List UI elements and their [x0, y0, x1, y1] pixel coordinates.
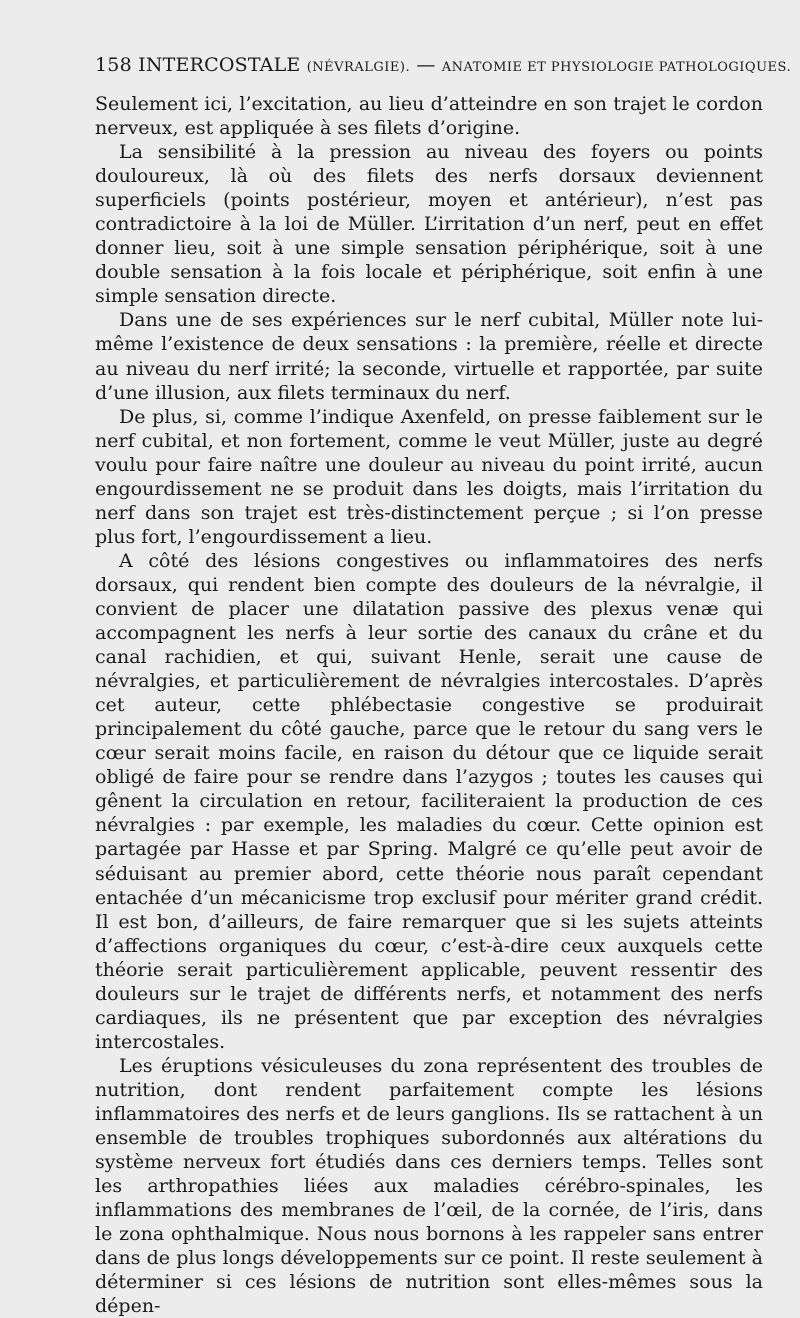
page-number: 158 [95, 54, 132, 76]
paragraph: Dans une de ses expériences sur le nerf cubital, Müller note lui-même l’existence de deux sensations : la première, réelle et directe au niveau du nerf irrité; la seconde, virtuelle et rapportée, par suite d’une illusion, aux filets terminaux du nerf. [95, 309, 763, 404]
running-header [95, 54, 792, 76]
paragraph: De plus, si, comme l’indique Axenfeld, on presse faiblement sur le nerf cubital, et non fortement, comme le veut Müller, juste au degré voulu pour faire naître une douleur au niveau du point irrité, aucun engourdissement ne se produit dans les doigts, mais l’irritation du nerf dans son trajet est très-distinctement perçue ; si l’on presse plus fort, l’engourdissement a lieu. [95, 405, 763, 548]
paragraph: Les éruptions vésiculeuses du zona représentent des troubles de nutrition, dont rendent parfaitement compte les lésions inflammatoires des nerfs et de leurs ganglions. Ils se rattachent à un ensemble de troubles trophiques subordonnés aux altérations du système nerveux fort étudiés dans ces derniers temps. Telles sont les arthropathies liées aux maladies cérébro-spinales, les inflammations des membranes de l’œil, de la cornée, de l’iris, dans le zona ophthalmique. Nous nous bornons à les rappeler sans entrer dans de plus longs développements sur ce point. Il reste seulement à déterminer si ces lésions de nutrition sont elles-mêmes sous la dépen- [95, 1054, 763, 1318]
header-subtitle: (NÉVRALGIE). [306, 60, 411, 75]
paragraph: Seulement ici, l’excitation, au lieu d’atteindre en son trajet le cordon nerveux, est appliquée à ses filets d’origine. [95, 93, 763, 140]
body-text [95, 92, 763, 1318]
paragraph: La sensibilité à la pression au niveau des foyers ou points douloureux, là où des filets des nerfs dorsaux deviennent superficiels (points postérieur, moyen et antérieur), n’est pas contradictoire à la loi de Müller. L’irritation d’un nerf, peut en effet donner lieu, soit à une simple sensation périphérique, soit à une double sensation à la fois locale et périphérique, soit enfin à une simple sensation directe. [95, 141, 763, 308]
header-title: INTERCOSTALE [138, 54, 301, 76]
paragraph: A côté des lésions congestives ou inflammatoires des nerfs dorsaux, qui rendent bien compte des douleurs de la névralgie, il convient de placer une dilatation passive des plexus venæ qui accompagnent les nerfs à leur sortie des canaux du crâne et du canal rachidien, et qui, suivant Henle, serait une cause de névralgies, et particulièrement de névralgies intercostales. D’après cet auteur, cette phlébectasie congestive se produirait principalement du côté gauche, parce que le retour du sang vers le cœur serait moins facile, en raison du détour que ce liquide serait obligé de faire pour se rendre dans l’azygos ; toutes les causes qui gênent la circulation en retour, faciliteraient la production de ces névralgies : par exemple, les maladies du cœur. Cette opinion est partagée par Hasse et par Spring. Malgré ce qu’elle peut avoir de séduisant au premier abord, cette théorie nous paraît cependant entachée d’un mécanicisme trop exclusif pour mériter grand crédit. Il est bon, d’ailleurs, de faire remarquer que si les sujets atteints d’affections organiques du cœur, c’est-à-dire ceux auxquels cette théorie serait particulièrement applicable, peuvent ressentir des douleurs sur le trajet de différents nerfs, et notamment des nerfs cardiaques, ils ne présentent que par exception des névralgies intercostales. [95, 549, 763, 1053]
header-section: ANATOMIE ET PHYSIOLOGIE PATHOLOGIQUES. [441, 60, 792, 75]
header-dash: — [416, 54, 436, 76]
